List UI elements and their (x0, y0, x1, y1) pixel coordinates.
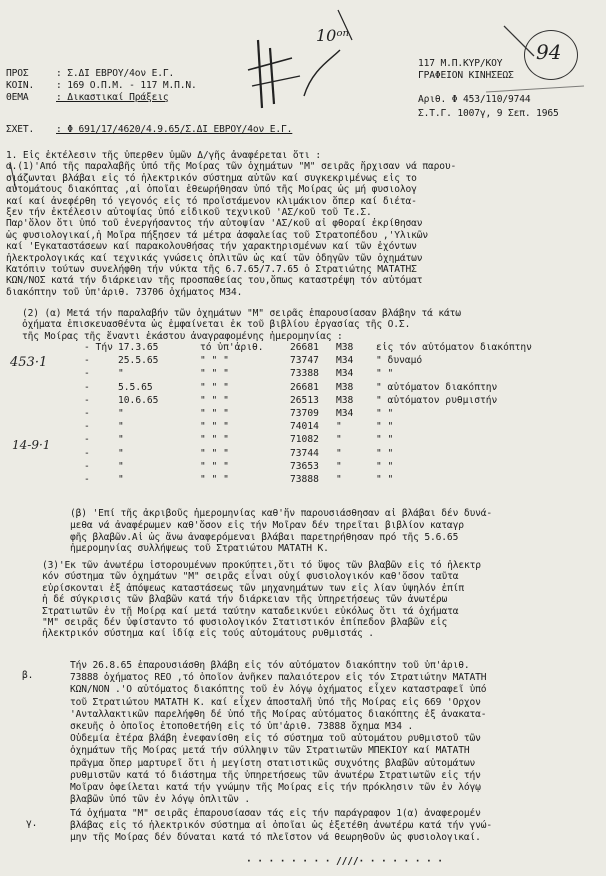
body-line: καί καί ἀνεφέρθη τό γεγονός εἰς τό προϊστάμενον κλιμάκιον ὅπερ καί διέτα- (6, 195, 417, 207)
table-cell-mid: " " " (200, 394, 229, 406)
header-label-pros: ΠΡΟΣ (6, 68, 29, 79)
section-beta-line: Μοῖραν ὀφείλεται κατά τήν γνώμην τῆς Μοίρας εἰς τήν πρόκλησιν τῶν ἐν λόγῳ (70, 782, 481, 793)
section-beta-line: 'Ανταλλακτικῶν παρελήφθη δέ ὑπό τῆς Μοίρας αὐτόματος διακόπτης ἐξ ἀνακατα- (70, 708, 487, 720)
body-line: ΚΩΝ/ΝΟΣ κατά τήν διάρκειαν τῆς προσπαθείας του,ὅπως καταστρέψη τόν αὐτόματ (6, 275, 423, 287)
table-cell-mid: τό ὑπ'ἀριθ. (200, 342, 264, 353)
paragraph-2b-line: ἡμερομηνίας συλλήψεως τοῦ Στρατιώτου ΜΑΤΑΤΗ Κ. (70, 543, 329, 555)
table-cell-mid: " " " (200, 368, 229, 380)
table-cell-date: " (118, 408, 124, 419)
table-cell-pre: - (84, 408, 90, 419)
paragraph-3-line: (3)'Εκ τῶν ἀνωτέρω ἱστορουμένων προκύπτει,ὅτι τό ὕψος τῶν βλαβῶν εἰς τό ἠλεκτρ (42, 560, 481, 571)
table-cell-date: " (118, 460, 124, 472)
table-cell-suf: " " (376, 447, 394, 459)
section-beta-line: τοῦ Στρατιώτου ΜΑΤΑΤΗ Κ. καί εἶχεν ἀποσταλῆ ὑπό τῆς Μοίρας εἰς 669 'Ορχον (70, 696, 481, 708)
header-value-koin: : 169 Ο.Π.Μ. - 117 Μ.Π.Ν. (56, 80, 197, 91)
table-cell-date: " (118, 368, 124, 380)
table-cell-suf: " " (376, 460, 394, 472)
reference-label: ΣΧΕΤ. (6, 124, 35, 135)
table-cell-num: 73388 (290, 368, 319, 380)
table-cell-mid: " " " (200, 460, 229, 472)
list-intro-line: ὀχήματα ἐπισκευασθέντα ὡς ἐμφαίνεται ἐκ τοῦ βιβλίου ἐργασίας τῆς Ο.Σ. (22, 319, 411, 331)
table-cell-suf: " " (376, 421, 394, 433)
body-line: Παρ'ὅλον ὅτι ὑπό τοῦ ἐνεργήσαντος τήν αὐτοψίαν 'ΑΣ/κοῦ αἱ φθοραί ἐκρίθησαν (6, 218, 423, 230)
paragraph-3-line: κόν σύστημα τῶν ὀχημάτων "Μ" σειρᾶς εἶναι οὐχί φυσιολογικόν καθ'ὅσον ταῦτα (42, 571, 459, 583)
paragraph-2b-line: φῆς βλαβῶν.Αἱ ὡς ἄνω ἀναφερόμεναι βλάβαι παρετηρήθησαν πρό τῆς 5.6.65 (70, 531, 459, 543)
section-beta-line: βλαβῶν ὑπό τῶν ἐν λόγῳ ὁπλιτῶν . (70, 794, 251, 806)
table-cell-date: 17.3.65 (118, 342, 159, 353)
table-cell-mid: " " " (200, 434, 229, 446)
table-cell-num: 26513 (290, 394, 319, 406)
table-cell-suf: " " (376, 368, 394, 380)
paragraph-2b-line: μεθα νά ἀναφέρωμεν καθ'ὅσον εἰς τήν Μοῖραν δέν τηρεῖται βιβλίον καταγρ (70, 519, 464, 531)
table-cell-type: " (336, 434, 342, 446)
sender-reference: Αριθ. Φ 453/110/9744 (418, 94, 531, 105)
handwritten-top-mark: 10ᵒⁿ (316, 26, 350, 45)
table-cell-pre: - (84, 447, 90, 459)
body-line: ξεν τήν ἐκτέλεσιν αὐτοψίας ὑπό εἰδικοῦ τεχνικοῦ 'ΑΣ/κοῦ τοῦ Τε.Σ. (6, 207, 372, 218)
table-cell-suf: " " (376, 434, 394, 446)
body-line: διακόπτην τοῦ ὑπ'ἀριθ. 73706 ὀχήματος Μ34. (6, 286, 243, 298)
table-cell-mid: " " " (200, 408, 229, 419)
table-cell-date: 5.5.65 (118, 381, 153, 393)
footer-mark: · · · · · · · · ////· · · · · · · · (246, 856, 443, 867)
section-beta-label: β. (22, 670, 34, 681)
table-cell-mid: " " " (200, 447, 229, 459)
header-label-koin: ΚΟΙΝ. (6, 80, 35, 91)
table-cell-suf: " αὐτόματον ρυθμιστήν (376, 394, 498, 406)
section-gamma-line: μην τῆς Μοίρας δέν δύναται κατά τό πλεῖστον νά θεωρηθοῦν ὡς φυσιολογικαί. (70, 832, 481, 843)
section-gamma-line: βλάβας εἰς τό ἠλεκτρικόν σύστημα αἱ ὁποῖαι ὡς ἐξετέθη ἀνωτέρω κατά τήν γνώ- (70, 820, 492, 831)
section-beta-line: ὀχημάτων τῆς Μοίρας μετά τήν σύλληψιν τῶν Στρατιωτῶν ΜΠΕΚΙΟΥ καί ΜΑΤΑΤΗ (70, 745, 470, 757)
table-cell-suf: " αὐτόματον διακόπτην (376, 381, 498, 393)
table-cell-mid: " " " (200, 381, 229, 393)
section-beta-line: Τήν 26.8.65 ἐπαρουσιάσθη βλάβη εἰς τόν αὐτόματον διακόπτην τοῦ ὑπ'ἀριθ. (70, 660, 470, 671)
table-cell-num: 73888 (290, 474, 319, 485)
body-line: α.(1)'Από τῆς παραλαβῆς ὑπό τῆς Μοίρας τῶν ὀχημάτων "Μ" σειρᾶς ἤρχισαν νά παρου- (6, 161, 457, 173)
table-cell-num: 26681 (290, 342, 319, 353)
table-cell-type: " (336, 421, 342, 433)
header-value-pros: : Σ.ΔΙ ΕΒΡΟΥ/4ον Ε.Γ. (56, 68, 175, 79)
body-line: 1. Εἰς ἐκτέλεσιν τῆς ὑπερθεν ὑμῶν Δ/γῆς ἀναφέρεται ὅτι : (6, 150, 322, 161)
table-cell-num: 71082 (290, 434, 319, 446)
table-cell-date: 10.6.65 (118, 394, 159, 406)
body-line: Κατόπιν τούτων συνελήφθη τήν νύκτα τῆς 6.7.65/7.7.65 ὁ Στρατιώτης ΜΑΤΑΤΗΣ (6, 264, 417, 275)
body-line: ὡς φυσιολογικαί,ἡ Μοῖρα πήξησεν τά μέτρα ἀσφαλείας τοῦ Στρατοπέδου ,'Υλικῶν (6, 229, 428, 241)
table-cell-date: 25.5.65 (118, 355, 159, 367)
table-cell-suf: εἰς τόν αὐτόματον διακόπτην (376, 342, 532, 353)
table-cell-pre: - (84, 434, 90, 446)
table-cell-mid: " " " (200, 421, 229, 433)
table-cell-mid: " " " (200, 474, 229, 485)
section-beta-line: πρᾶγμα ὅπερ μαρτυρεῖ ὅτι ἡ μεγίστη στατιστικῶς συχνότης βλαβῶν αὐτομάτων (70, 757, 476, 769)
table-cell-pre: - (84, 474, 90, 485)
table-cell-suf: " " (376, 408, 394, 419)
section-gamma-label: γ. (26, 818, 38, 829)
table-cell-pre: - (84, 421, 90, 433)
handwritten-margin-note-2: 14-9·1 (12, 438, 51, 452)
header-label-thema: ΘΕΜΑ (6, 92, 29, 103)
table-cell-date: " (118, 421, 124, 433)
list-intro-line: τῆς Μοίρας τῆς ἔναντι ἑκάστου ἀναγραφομένης ἡμερομηνίας : (22, 330, 343, 342)
handwritten-circle-number: 94 (536, 40, 562, 64)
list-intro-line: (2) (α) Μετά τήν παραλαβήν τῶν ὀχημάτων "Μ" σειρᾶς ἐπαρουσίασαν βλάβην τά κάτω (22, 308, 461, 319)
table-cell-num: 73747 (290, 355, 319, 367)
section-beta-line: 73888 ὀχήματος REO ,τό ὁποῖον ἀνῆκεν παλαιότερον εἰς τόν Στρατιώτην ΜΑΤΑΤΗ (70, 672, 487, 684)
table-cell-type: Μ34 (336, 408, 354, 419)
table-cell-pre: - (84, 368, 90, 380)
table-cell-type: Μ34 (336, 368, 354, 380)
paragraph-3-line: ἡ δέ σύγκρισις τῶν βλαβῶν κατά τήν διάρκειαν τῆς ὑπηρετήσεως τῶν ἀνωτέρω (42, 594, 448, 606)
paragraph-3-line: Στρατιωτῶν ἐν τῇ Μοίρᾳ καί μετά ταύτην καταδεικνύει εὐκόλως ὅτι τά ὀχήματα (42, 605, 459, 617)
table-cell-date: " (118, 474, 124, 485)
reference-value: : Φ 691/17/4620/4.9.65/Σ.ΔΙ ΕΒΡΟΥ/4ον Ε.Γ. (56, 124, 293, 135)
paragraph-3-line: ἠλεκτρικόν σύστημα καί ἰδίᾳ εἰς τούς αὐτομάτους ρυθμιστάς . (42, 628, 374, 640)
table-cell-type: " (336, 447, 342, 459)
table-cell-num: 26681 (290, 381, 319, 393)
table-cell-pre: - (84, 460, 90, 472)
table-cell-date: " (118, 434, 124, 446)
table-cell-type: " (336, 474, 342, 485)
sender-office: ΓΡΑΦΕΙΟΝ ΚΙΝΗΣΕΩΣ (418, 70, 514, 81)
table-cell-suf: " " (376, 474, 394, 485)
table-cell-pre: - (84, 394, 90, 406)
section-beta-line: ΚΩΝ/ΝΟΝ .'Ο αὐτόματος διακόπτης τοῦ ἐν λόγῳ ὀχήματος εἶχεν καταστραφεῖ ὑπό (70, 684, 487, 696)
paragraph-3-line: εὑρίσκονται ἐξ ἀπόψεως καταστάσεως τῶν μηχανημάτων των εἰς λίαν ὑψηλόν ἐπίπ (42, 582, 464, 594)
body-line: σιάζωνται βλάβαι εἰς τό ἠλεκτρικόν σύστημα αὐτῶν καί συγκεκριμένως εἰς το (6, 172, 417, 184)
table-cell-pre: - (84, 355, 90, 367)
body-line: αὐτομάτους διακόπτας ,αἱ ὁποῖαι ἐθεωρήθησαν ὑπό τῆς Μοίρας ὡς μή φυσιολογ (6, 184, 417, 196)
paragraph-3-line: "Μ" σειρᾶς δέν ὑφίσταντο τό φυσιολογικόν Στατιστικόν ἐπίπεδον βλαβῶν εἰς (42, 617, 448, 628)
table-cell-num: 74014 (290, 421, 319, 433)
table-cell-type: Μ34 (336, 355, 354, 367)
table-cell-suf: " δυναμό (376, 355, 423, 367)
paragraph-2b-line: (β) 'Επί τῆς ἀκριβοῦς ἡμερομηνίας καθ'ἥν παρουσιάσθησαν αἱ βλάβαι δέν δυνά- (70, 508, 492, 519)
table-cell-date: " (118, 447, 124, 459)
section-beta-line: Οὐδεμία ἑτέρα βλάβη ἐνεφανίσθη εἰς τό σύστημα τοῦ αὐτομάτου ρυθμιστοῦ τῶν (70, 733, 481, 745)
table-cell-pre: - (84, 381, 90, 393)
section-gamma-line: Τά ὀχήματα "Μ" σειρᾶς ἐπαρουσίασαν τάς εἰς τήν παράγραφον 1(α) ἀναφερομέν (70, 808, 481, 819)
sender-unit: 117 Μ.Π.ΚΥΡ/ΚΟΥ (418, 58, 503, 69)
table-cell-type: Μ38 (336, 342, 354, 353)
body-line: καί 'Εγκαταστάσεων καί παρακολουθήσας τήν χαρακτηρισμένων καί τῶν ἐχόντων (6, 241, 417, 253)
section-beta-line: σκευῆς ὁ ὁποῖος ἐτοποθετήθη εἰς τό ὑπ'ἀριθ. 73888 ὄχημα Μ34 . (70, 721, 414, 732)
table-cell-pre: - Τήν (84, 342, 113, 353)
table-cell-type: Μ38 (336, 394, 354, 406)
section-beta-line: ρυθμιστῶν κατά τό διάστημα τῆς ὑπηρετήσεως τῶν ἀνωτέρω Στρατιωτῶν εἰς τήν (70, 769, 481, 781)
table-cell-num: 73744 (290, 447, 319, 459)
table-cell-num: 73709 (290, 408, 319, 419)
handwritten-margin-note-1: 453·1 (10, 355, 48, 370)
table-cell-type: " (336, 460, 342, 472)
table-cell-type: Μ38 (336, 381, 354, 393)
body-line: ἠλεκτρολογικάς καί τεχνικάς γνώσεις ὁπλιτῶν ὡς καί τῶν ὁδηγῶν τῶν ὀχημάτων (6, 252, 423, 264)
header-value-thema: : Δικαστικαί Πράξεις (56, 92, 169, 103)
table-cell-mid: " " " (200, 355, 229, 367)
sender-date: Σ.Τ.Γ. 1007γ, 9 Σεπ. 1965 (418, 108, 559, 119)
table-cell-num: 73653 (290, 460, 319, 472)
